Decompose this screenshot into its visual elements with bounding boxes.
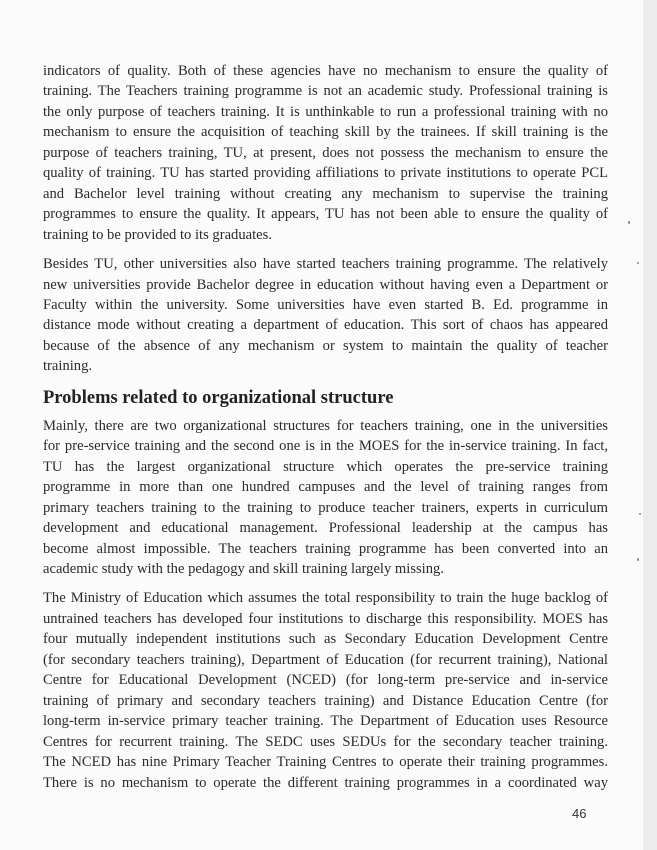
- text-line: for pre-service training and the second one is in the MOES for the in-service training. In fact,: [43, 438, 608, 455]
- text-line: and Bachelor level training without creating any mechanism to supervise the training: [43, 185, 608, 202]
- text-line: purpose of teachers training, TU, at present, does not possess the mechanism to ensure the: [43, 144, 608, 161]
- paragraph-other-universities: [43, 254, 608, 377]
- scan-artifact: [628, 221, 630, 224]
- text-line: primary teachers training to the training to produce teacher trainers, experts in curriculum: [43, 499, 608, 516]
- text-line: distance mode without creating a department of education. This sort of chaos has appeared: [43, 317, 608, 334]
- text-line: training of primary and secondary teachers training) and Distance Education Centre (for: [43, 692, 608, 709]
- paragraph-quality-indicators: [43, 61, 608, 245]
- text-line: quality of training. TU has started providing affiliations to private institutions to operate PCL: [43, 165, 608, 182]
- section-heading: Problems related to organizational structure: [43, 387, 394, 408]
- text-line: There is no mechanism to operate the different training programmes in a coordinated way: [43, 774, 608, 791]
- scan-artifact: [639, 513, 641, 515]
- text-line: The NCED has nine Primary Teacher Training Centres to operate their training programmes.: [43, 754, 608, 771]
- text-line: four mutually independent institutions such as Secondary Education Development Centre: [43, 631, 608, 648]
- text-line: (for secondary teachers training), Department of Education (for recurrent training), National: [43, 651, 608, 668]
- text-line: become almost impossible. The teachers training programme has been converted into an: [43, 540, 608, 557]
- text-line: Mainly, there are two organizational structures for teachers training, one in the universities: [43, 417, 608, 434]
- text-line: academic study with the pedagogy and skill training largely missing.: [43, 560, 444, 577]
- text-line: untrained teachers has developed four institutions to discharge this responsibility. MOES has: [43, 610, 608, 627]
- text-line: Faculty within the university. Some universities have even started B. Ed. programme in: [43, 296, 608, 313]
- page-number: 46: [572, 806, 587, 821]
- text-line: long-term in-service primary teacher training. The Department of Education uses Resource: [43, 713, 608, 730]
- text-line: programme in more than one hundred campuses and the level of training ranges from: [43, 479, 608, 496]
- page-edge-shadow: [643, 0, 657, 850]
- paragraph-organizational-structures: [43, 416, 608, 580]
- text-line: development and educational management. Professional leadership at the campus has: [43, 520, 608, 537]
- text-line: indicators of quality. Both of these agencies have no mechanism to ensure the quality of: [43, 63, 608, 79]
- scan-artifact: [637, 558, 639, 561]
- paragraph-ministry-of-education: [43, 588, 608, 793]
- text-line: TU has the largest organizational structure which operates the pre-service training: [43, 458, 608, 475]
- text-line: training. The Teachers training programme is not an academic study. Professional training is: [43, 83, 608, 100]
- text-line: mechanism to ensure the acquisition of teaching skill by the trainees. If skill training is the: [43, 124, 608, 141]
- text-line: Besides TU, other universities also have started teachers training programme. The relatively: [43, 256, 608, 273]
- text-line: The Ministry of Education which assumes the total responsibility to train the huge backlog of: [43, 590, 608, 607]
- text-line: new universities provide Bachelor degree in education without having even a Department or: [43, 276, 608, 293]
- page-body: [43, 61, 608, 793]
- text-line: programmes to ensure the quality. It appears, TU has not been able to ensure the quality of: [43, 206, 608, 223]
- text-line: Centres for recurrent training. The SEDC uses SEDUs for the secondary teacher training.: [43, 733, 608, 750]
- text-line: training to be provided to its graduates.: [43, 226, 272, 243]
- scan-artifact: [637, 262, 639, 264]
- text-line: training.: [43, 358, 93, 375]
- text-line: the only purpose of teachers training. It is unthinkable to run a professional training with no: [43, 103, 608, 120]
- text-line: Centre for Educational Development (NCED) (for long-term pre-service and in-service: [43, 672, 608, 689]
- text-line: because of the absence of any mechanism or system to maintain the quality of teacher: [43, 337, 608, 354]
